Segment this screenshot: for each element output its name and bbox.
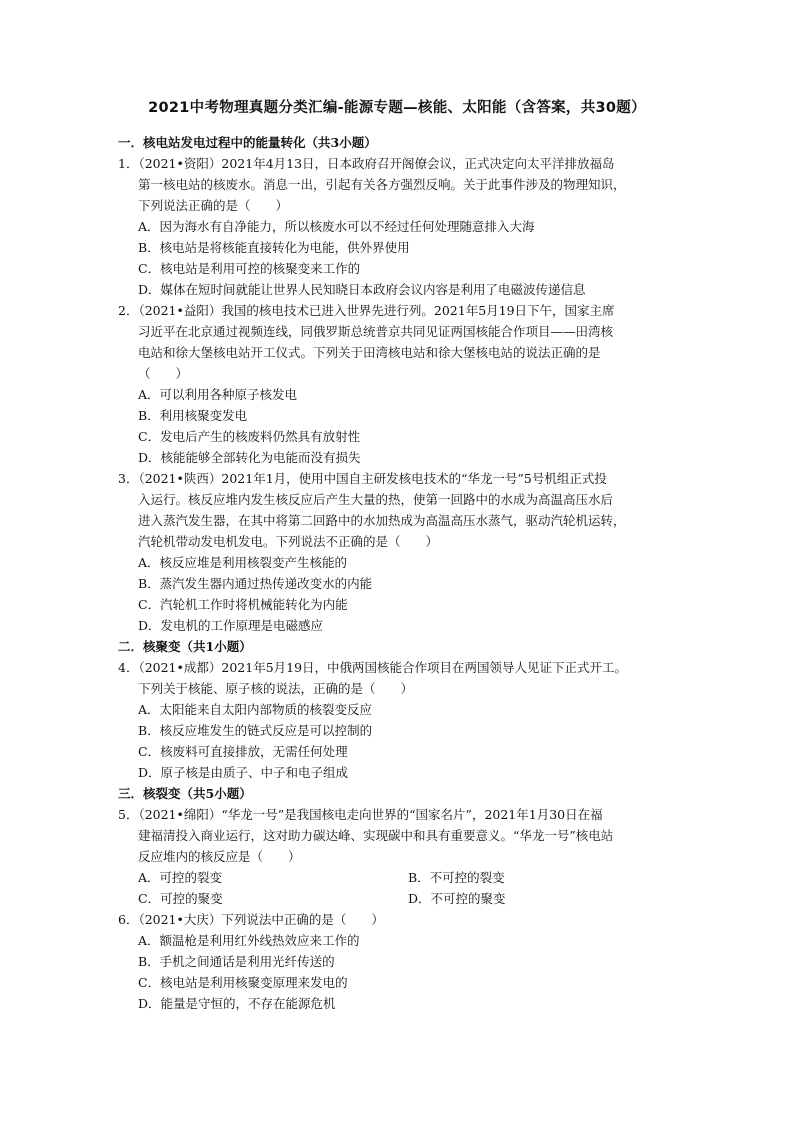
question-6-option-c: C．核电站是利用核聚变原理来发电的 (138, 975, 348, 990)
question-1-option-d: D．媒体在短时间就能让世界人民知晓日本政府会议内容是利用了电磁波传递信息 (138, 282, 586, 297)
document-body (118, 132, 678, 1014)
question-5-line: 反应堆内的核反应是（ ） (138, 849, 301, 864)
question-3-option-b: B．蒸汽发生器内通过热传递改变水的内能 (138, 576, 373, 591)
question-4-option-a: A．太阳能来自太阳内部物质的核裂变反应 (138, 702, 373, 717)
question-6-line: 6．（2021•大庆）下列说法中正确的是（ ） (118, 912, 384, 927)
question-5-option-d: D．不可控的聚变 (408, 891, 506, 906)
question-1-option-a: A．因为海水有自净能力，所以核废水可以不经过任何处理随意排入大海 (138, 219, 535, 234)
question-5-option-b: B．不可控的裂变 (408, 870, 505, 885)
question-1-line: 下列说法正确的是（ ） (138, 198, 289, 213)
question-1-line: 1．（2021•资阳）2021年4月13日，日本政府召开阁僚会议，正式决定向太平洋排放福岛 (118, 156, 615, 171)
question-3-line: 进入蒸汽发生器，在其中将第二回路中的水加热成为高温高压水蒸气，驱动汽轮机运转， (138, 513, 626, 528)
question-4-option-b: B．核反应堆发生的链式反应是可以控制的 (138, 723, 373, 738)
question-4-line: 4．（2021•成都）2021年5月19日，中俄两国核能合作项目在两国领导人见证下正式开工。 (118, 660, 628, 675)
question-3-option-d: D．发电机的工作原理是电磁感应 (138, 618, 324, 633)
section-heading: 三．核裂变（共5小题） (118, 786, 252, 801)
question-1-line: 第一核电站的核废水。消息一出，引起有关各方强烈反响。关于此事件涉及的物理知识， (138, 177, 626, 192)
question-2-option-a: A．可以利用各种原子核发电 (138, 387, 298, 402)
question-6-option-b: B．手机之间通话是利用光纤传送的 (138, 954, 335, 969)
question-2-line: 电站和徐大堡核电站开工仪式。下列关于田湾核电站和徐大堡核电站的说法正确的是 (138, 345, 601, 360)
question-1-option-b: B．核电站是将核能直接转化为电能，供外界使用 (138, 240, 410, 255)
question-3-line: 3．（2021•陕西）2021年1月，使用中国自主研发核电技术的“华龙一号”5号机组正式投 (118, 471, 607, 486)
question-5-options-row (118, 888, 678, 909)
question-2-line: 2．（2021•益阳）我国的核电技术已进入世界先进行列。2021年5月19日下午，国家主席 (118, 303, 615, 318)
question-5-line: 5．（2021•绵阳）“华龙一号”是我国核电走向世界的“国家名片”，2021年1月30日在福 (118, 807, 603, 822)
question-2-line: （ ） (138, 366, 189, 381)
question-3-option-c: C．汽轮机工作时将机械能转化为内能 (138, 597, 348, 612)
question-5-line: 建福清投入商业运行，这对助力碳达峰、实现碳中和具有重要意义。“华龙一号”核电站 (138, 828, 614, 843)
question-6-option-a: A．额温枪是利用红外线热效应来工作的 (138, 933, 360, 948)
question-2-option-c: C．发电后产生的核废料仍然具有放射性 (138, 429, 361, 444)
question-3-line: 汽轮机带动发电机发电。下列说法不正确的是（ ） (138, 534, 439, 549)
question-2-option-b: B．利用核聚变发电 (138, 408, 248, 423)
question-2-option-d: D．核能能够全部转化为电能而没有损失 (138, 450, 361, 465)
question-5-option-a: A．可控的裂变 (138, 870, 223, 885)
question-1-option-c: C．核电站是利用可控的核聚变来工作的 (138, 261, 361, 276)
question-2-line: 习近平在北京通过视频连线，同俄罗斯总统普京共同见证两国核能合作项目——田湾核 (138, 324, 614, 339)
question-3-option-a: A．核反应堆是利用核裂变产生核能的 (138, 555, 348, 570)
question-4-option-c: C．核废料可直接排放，无需任何处理 (138, 744, 348, 759)
question-4-option-d: D．原子核是由质子、中子和电子组成 (138, 765, 349, 780)
question-5-options-row (118, 867, 678, 888)
question-3-line: 入运行。核反应堆内发生核反应后产生大量的热，使第一回路中的水成为高温高压水后 (138, 492, 614, 507)
section-heading: 一．核电站发电过程中的能量转化（共3小题） (118, 135, 377, 150)
question-5-option-c: C．可控的聚变 (138, 891, 223, 906)
section-heading: 二．核聚变（共1小题） (118, 639, 252, 654)
document-title: 2021中考物理真题分类汇编-能源专题—核能、太阳能（含答案，共30题） (148, 100, 646, 116)
question-4-line: 下列关于核能、原子核的说法，正确的是（ ） (138, 681, 414, 696)
question-6-option-d: D．能量是守恒的，不存在能源危机 (138, 996, 336, 1011)
